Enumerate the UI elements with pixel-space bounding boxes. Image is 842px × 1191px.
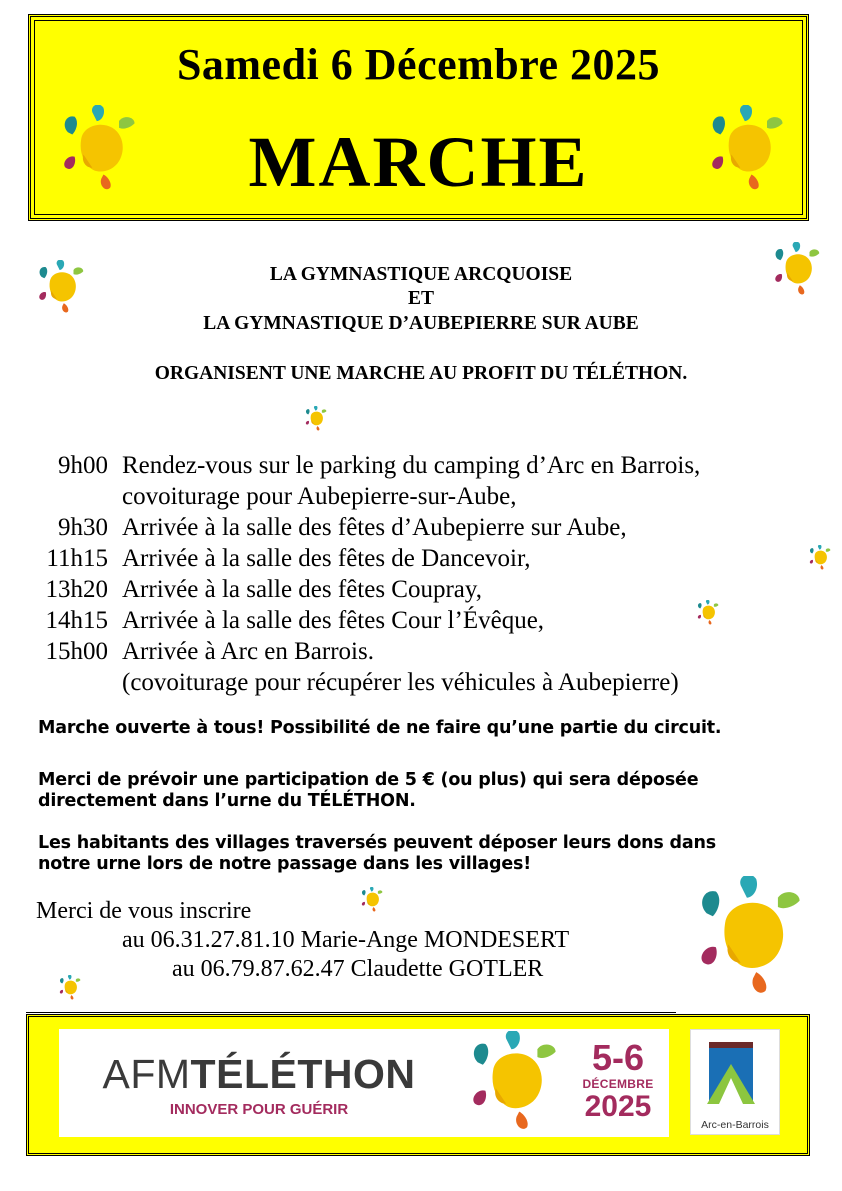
afm-telethon-logo: [59, 1029, 669, 1137]
schedule-list: [30, 450, 700, 698]
footer-banner: [26, 1014, 810, 1156]
organizer-line-2: ET: [407, 288, 434, 309]
organizer-purpose: ORGANISENT UNE MARCHE AU PROFIT DU TÉLÉTHON.: [154, 363, 688, 384]
telethon-sun-icon: [707, 105, 787, 195]
participation-note-line-1: Merci de prévoir une participation de 5 € (ou plus) qui sera déposée: [38, 770, 699, 790]
event-days: 5-6: [591, 1037, 645, 1078]
schedule-row: [30, 636, 700, 667]
title-banner: [28, 14, 809, 221]
schedule-time: [30, 667, 122, 698]
town-emblem-icon: [691, 1034, 779, 1114]
schedule-row: [30, 481, 700, 512]
schedule-row: [30, 574, 700, 605]
schedule-time: 9h30: [58, 514, 108, 541]
schedule-row: [30, 450, 700, 481]
schedule-text: Arrivée à la salle des fêtes Cour l’Évêque,: [122, 607, 545, 634]
participation-note-line-2: directement dans l’urne du TÉLÉTHON.: [38, 791, 416, 811]
event-month: DÉCEMBRE: [582, 1077, 654, 1091]
schedule-row: [30, 512, 700, 543]
organizer-line-1: LA GYMNASTIQUE ARCQUOISE: [269, 264, 573, 285]
telethon-sun-icon: [59, 105, 139, 195]
signup-contact-1: au 06.31.27.81.10 Marie-Ange MONDESERT: [122, 927, 570, 953]
organizer-line-3: LA GYMNASTIQUE D’AUBEPIERRE SUR AUBE: [203, 313, 639, 334]
schedule-text: Arrivée à Arc en Barrois.: [122, 638, 374, 665]
signup-contact-2: au 06.79.87.62.47 Claudette GOTLER: [172, 956, 544, 982]
event-date: Samedi 6 Décembre 2025: [176, 40, 661, 89]
afm-tagline: INNOVER POUR GUÉRIR: [169, 1101, 349, 1118]
telethon-sun-icon: [58, 975, 82, 1001]
telethon-sun-icon: [467, 1031, 561, 1135]
schedule-time: 9h00: [58, 452, 108, 479]
schedule-time: 14h15: [45, 607, 108, 634]
schedule-text: Rendez-vous sur le parking du camping d’Arc en Barrois,: [122, 452, 701, 479]
donations-note-line-2: notre urne lors de notre passage dans les villages!: [38, 854, 531, 874]
event-dates-badge: [567, 1039, 669, 1123]
schedule-text: (covoiturage pour récupérer les véhicules à Aubepierre): [122, 669, 679, 696]
schedule-text: Arrivée à la salle des fêtes d’Aubepierre sur Aube,: [122, 514, 627, 541]
schedule-time: 11h15: [46, 545, 108, 572]
telethon-sun-icon: [808, 545, 832, 571]
schedule-time: [30, 481, 122, 512]
schedule-row: [30, 667, 700, 698]
telethon-sun-icon: [304, 406, 328, 432]
schedule-time: 13h20: [45, 576, 108, 603]
schedule-text: covoiturage pour Aubepierre-sur-Aube,: [122, 483, 517, 510]
donations-note-line-1: Les habitants des villages traversés peuvent déposer leurs dons dans: [38, 833, 716, 853]
afm-wordmark-bold: TÉLÉTHON: [190, 1051, 416, 1097]
event-title: MARCHE: [248, 122, 589, 202]
event-year: 2025: [584, 1090, 652, 1123]
telethon-sun-icon: [696, 600, 720, 626]
open-note: Marche ouverte à tous! Possibilité de ne faire qu’une partie du circuit.: [38, 718, 722, 738]
schedule-row: [30, 605, 700, 636]
telethon-sun-icon: [360, 887, 384, 913]
schedule-row: [30, 543, 700, 574]
schedule-time: 15h00: [45, 638, 108, 665]
schedule-text: Arrivée à la salle des fêtes de Dancevoir,: [122, 545, 531, 572]
telethon-sun-icon: [694, 876, 806, 1000]
divider: [26, 1012, 676, 1013]
arc-en-barrois-logo: [690, 1029, 780, 1135]
afm-wordmark: [59, 1051, 459, 1098]
schedule-text: Arrivée à la salle des fêtes Coupray,: [122, 576, 483, 603]
afm-wordmark-light: AFM: [102, 1051, 191, 1097]
town-name: Arc-en-Barrois: [701, 1119, 769, 1131]
signup-intro: Merci de vous inscrire: [36, 898, 252, 924]
